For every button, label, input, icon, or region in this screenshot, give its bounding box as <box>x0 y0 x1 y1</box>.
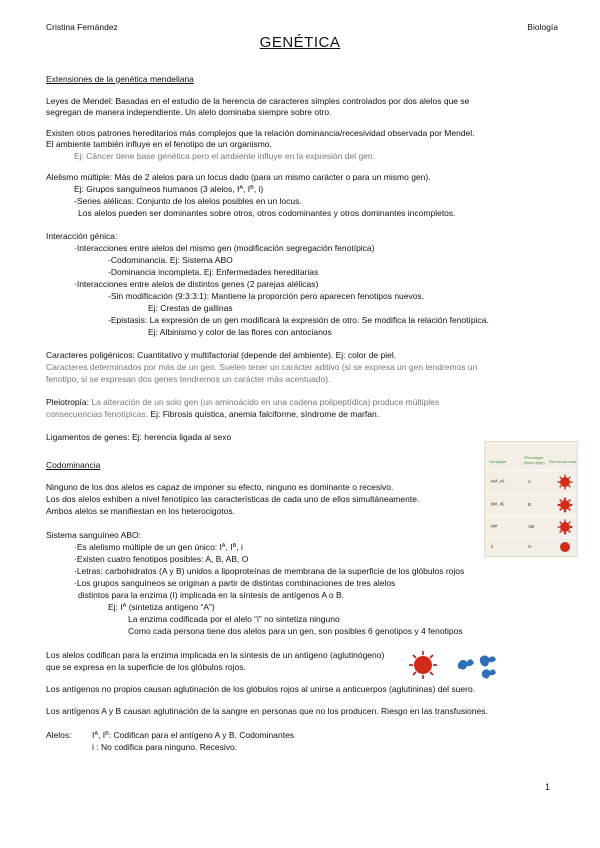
int-distintos-genes: ·Interacciones entre alelos de distintos genes (2 parejas alélicas) <box>74 279 319 289</box>
series-alelicas: -Series alélicas: Conjunto de los alelos posibles en un locus. <box>74 196 302 206</box>
poligenicos-grey-2: fenotipo, si se expresan dos genes tendremos un carácter más acentuado). <box>46 374 331 384</box>
table-row-genotype: ii <box>491 544 493 549</box>
dominancia-incompleta-item: -Dominancia incompleta. Ej: Enfermedades hereditarias <box>108 267 319 277</box>
abo-item-2: ·Existen cuatro fenotipos posibles: A, B, AB, O <box>74 554 249 564</box>
table-divider <box>487 470 575 471</box>
alelos-line-1: $I^A$, $I^B$: Codifican para el antígeno A y B. Codominantes <box>92 730 295 740</box>
abo-genotipos: Como cada persona tiene dos alelos para un gen, son posibles 6 genotipos y 4 fenotipos <box>128 626 463 636</box>
codifican-line-2: que se expresa en la superficie de los glóbulos rojos. <box>46 662 246 672</box>
mendel-line-1: Leyes de Mendel: Basadas en el estudio de la herencia de caracteres simples controlados por dos alelos que se <box>46 96 470 106</box>
caracteres-poligenicos: Caracteres poligénicos: Cuantitativo y multifactorial (depende del ambiente). Ej: color de piel. <box>46 350 397 360</box>
pleiotropia-line-2: consecuencias fenotípicas. Ej: Fibrosis quística, anemia falciforme, síndrome de marfan. <box>46 409 380 419</box>
table-row-genotype: IᴮIᴮ, Iᴮi <box>491 502 504 507</box>
subject-name: Biología <box>527 22 558 32</box>
table-col-genotype: Genotype <box>489 459 507 464</box>
codifican-line-1: Los alelos codifican para la enzima implicada en la síntesis de un antígeno (aglutinógeno) <box>46 650 385 660</box>
patterns-line-1: Existen otros patrones hereditarios más complejos que la relación dominancia/recesividad observada por Mendel. <box>46 128 475 138</box>
section-heading-codominancia: Codominancia <box>46 460 101 470</box>
abo-item-3: ·Letras: carbohidratos (A y B) unidos a lipoproteínas de membrana de la superficie de los glóbulos rojos <box>74 566 465 576</box>
albinismo-example: Ej: Albinismo y color de las flores con antocianos <box>148 327 332 337</box>
codominancia-p2: Los dos alelos exhiben a nivel fenotípico las características de cada uno de ellos simultáneamente. <box>46 494 420 504</box>
codominancia-p1: Ninguno de los dos alelos es capaz de imponer su efecto, ninguno es dominante o recesivo. <box>46 482 394 492</box>
alelos-label: Alelos: <box>46 730 72 740</box>
red-blood-cell-ab-icon <box>557 519 573 535</box>
table-divider <box>487 537 575 538</box>
red-blood-cell-icon <box>409 651 437 679</box>
blood-type-table <box>484 441 578 557</box>
abo-item-5: distintos para la enzima (I) implicada en la síntesis de antígenos A o B. <box>78 590 345 600</box>
abo-example: Ej: $I^A$ (sintetiza antígeno “A”) <box>108 602 215 612</box>
groups-example: Ej: Grupos sanguíneos humanos (3 alelos, $I^A$, $I^B$, i) <box>74 184 264 194</box>
red-blood-cell-b-icon <box>557 497 573 513</box>
poligenicos-grey-1: Caracteres determinados por más de un gen. Suelen tener un carácter aditivo (si se expresa un gen tendremos un <box>46 362 478 372</box>
page-title: GENÉTICA <box>259 34 341 51</box>
table-divider <box>487 516 575 517</box>
series-alelicas-2: Los alelos pueden ser dominantes sobre otros, otros codominantes y otros dominantes incompletos. <box>78 208 456 218</box>
section-heading-extensiones: Extensiones de la genética mendeliana <box>46 74 194 84</box>
table-row-phenotype: O <box>528 544 532 549</box>
antibody-figure <box>408 650 508 682</box>
pleiotropia-line-1: Pleiotropía: La alteración de un solo gen (un aminoácido en una cadena polipeptídica) produce múltiples <box>46 397 440 407</box>
table-divider <box>487 494 575 495</box>
alelismo-multiple: Alelismo múltiple: Más de 2 alelos para un locus dado (para un mismo carácter o para un mismo gen). <box>46 172 431 182</box>
antigenos-line-2: Los antígenos A y B causan aglutinación de la sangre en personas que no los producen. Riesgo en las transfusiones. <box>46 706 488 716</box>
interaccion-genica: Interacción génica: <box>46 231 118 241</box>
codominancia-item: -Codominancia. Ej: Sistema ABO <box>108 255 233 265</box>
abo-item-4: ·Los grupos sanguíneos se originan a partir de distintas combinaciones de tres alelos <box>74 578 396 588</box>
table-col-cells: Red blood cells <box>549 459 577 464</box>
table-row-phenotype: AB <box>528 524 535 529</box>
abo-enzima: La enzima codificada por el alelo “i” no sintetiza ninguno <box>128 614 340 624</box>
author-name: Cristina Fernández <box>46 22 118 32</box>
crestas-example: Ej: Crestas de gallinas <box>148 303 233 313</box>
patterns-line-2: El ambiente también influye en el fenotipo de un organismo. <box>46 139 272 149</box>
antibody-icon <box>458 656 496 679</box>
red-blood-cell-o-icon <box>558 540 572 554</box>
mendel-line-2: segregan de manera independiente. Un alelo dominaba siempre sobre otro. <box>46 107 332 117</box>
codominancia-p3: Ambos alelos se manifiestan en los heterocigotos. <box>46 506 235 516</box>
cancer-example: Ej: Cáncer tiene base genética pero el ambiente influye en la expresión del gen. <box>74 151 375 161</box>
alelos-line-2: i : No codifica para ninguno. Recesivo. <box>92 742 238 752</box>
antigenos-line-1: Los antígenos no propios causan aglutinación de los glóbulos rojos al unirse a anticuerpos (aglutininas) del suero. <box>46 684 476 694</box>
table-row-phenotype: B <box>528 502 532 507</box>
red-blood-cell-a-icon <box>557 474 573 490</box>
table-row-genotype: IᴬIᴬ, Iᴬi <box>491 479 505 484</box>
table-col-phenotype: Phenotype (blood type) <box>523 455 545 465</box>
ligamentos: Ligamentos de genes: Ej: herencia ligada al sexo <box>46 432 232 442</box>
abo-item-1: ·Es alelismo múltiple de un gen único: $I^A$, $I^B$, i <box>74 542 243 552</box>
page-number: 1 <box>544 782 550 792</box>
epistasis: -Epistasis: La expresión de un gen modificará la expresión de otro. Se modifica la relación fenotípica. <box>108 315 489 325</box>
abo-title: Sistema sanguíneo ABO: <box>46 530 141 540</box>
table-row-genotype: IᴬIᴮ <box>491 524 498 529</box>
int-mismo-gen: ·Interacciones entre alelos del mismo gen (modificación segregación fenotípica) <box>74 243 375 253</box>
table-row-phenotype: A <box>528 479 532 484</box>
sin-modificacion: -Sin modificación (9:3:3:1): Mantiene la proporción pero aparecen fenotipos nuevos. <box>108 291 425 301</box>
